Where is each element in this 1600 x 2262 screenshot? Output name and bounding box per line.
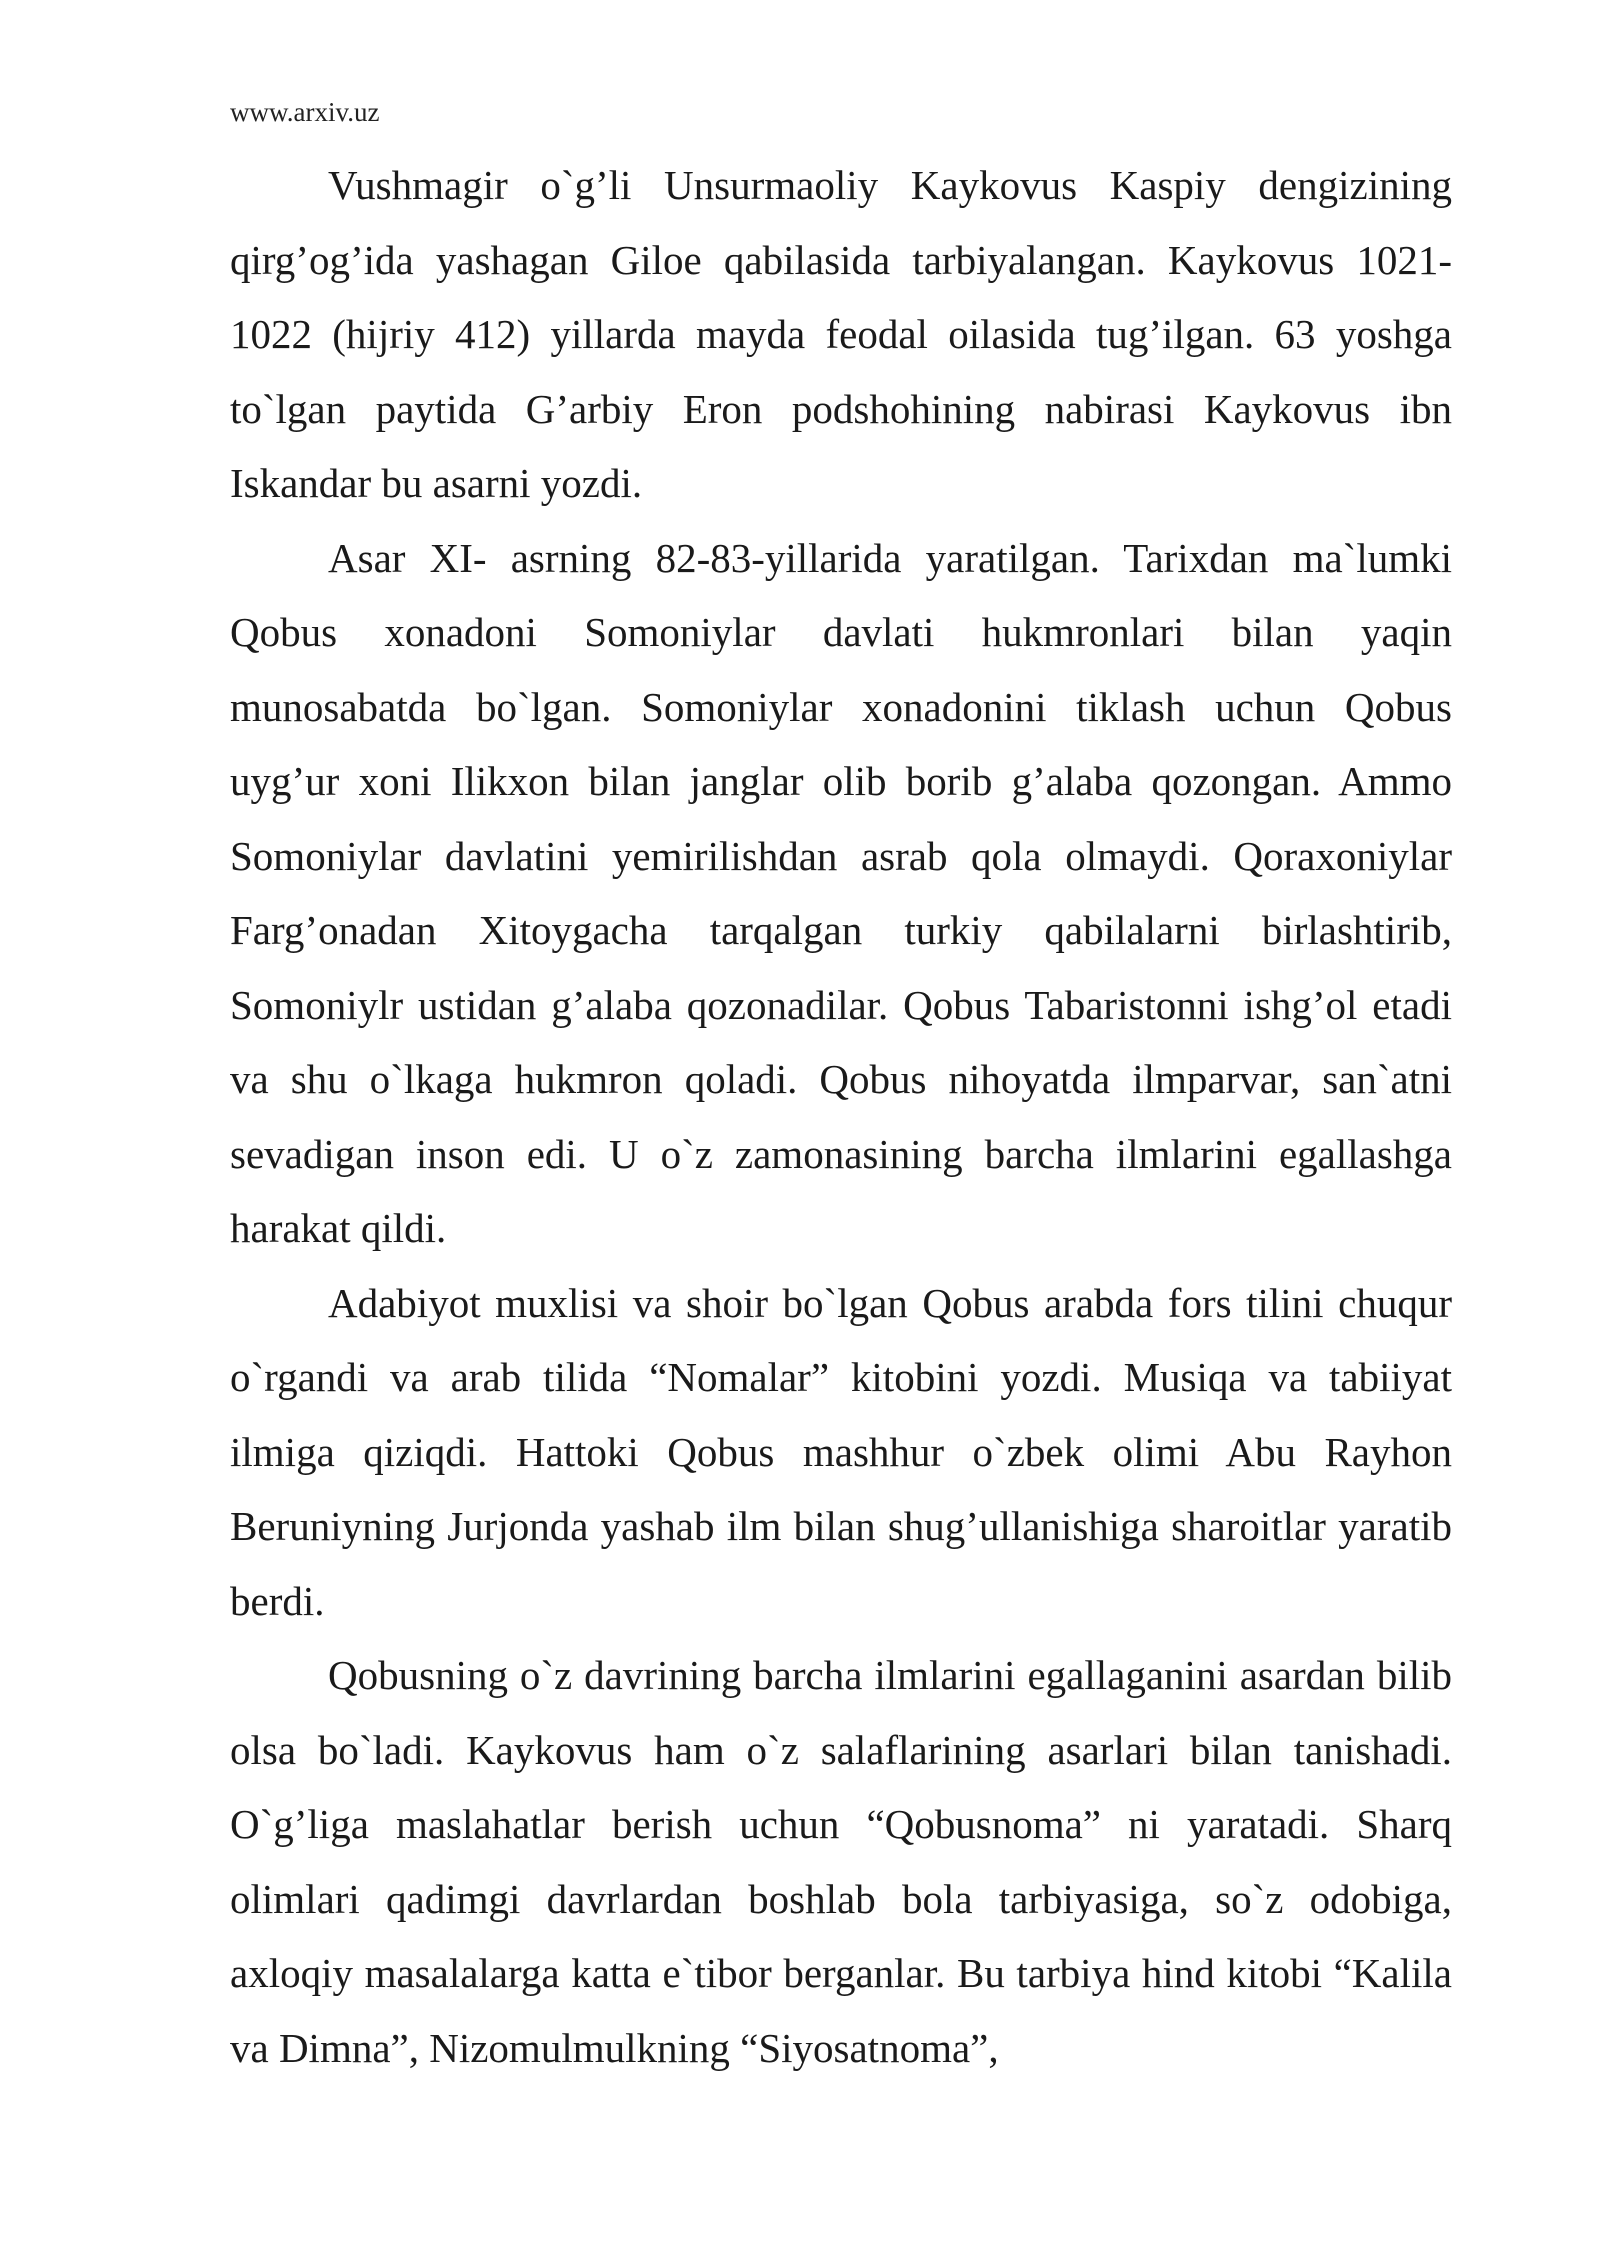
paragraph-qobus-history: Asar XI- asrning 82-83-yillarida yaratilgan. Tarixdan ma`lumki Qobus xonadoni Somoniylar davlati hukmronlari bilan yaqin munosabatda bo`lgan. Somoniylar xonadonini tiklash uchun Qobus uyg’ur xoni Ilikxon bilan janglar olib borib g’alaba qozongan. Ammo Somoniylar davlatini yemirilishdan asrab qola olmaydi. Qoraxoniylar Farg’onadan Xitoygacha tarqalgan turkiy qabilalarni birlashtirib, Somoniylr ustidan g’alaba qozonadilar. Qobus Tabaristonni ishg’ol etadi va shu o`lkaga hukmron qoladi. Qobus nihoyatda ilmparvar, san`atni sevadigan inson edi. U o`z zamonasining barcha ilmlarini egallashga harakat qildi. xyxy=(230,534,1452,1251)
paragraph-qobusnoma: Qobusning o`z davrining barcha ilmlarini egallaganini asardan bilib olsa bo`ladi. Kaykovus ham o`z salaflarining asarlari bilan tanishadi. O`g’liga maslahatlar berish uchun “Qobusnoma” ni yaratadi. Sharq olimlari qadimgi davrlardan boshlab bola tarbiyasiga, so`z odobiga, axloqiy masalalarga katta e`tibor berganlar. Bu tarbiya hind kitobi “Kalila va Dimna”, Nizomulmulkning “Siyosatnoma”, xyxy=(230,1652,1452,2071)
paragraph-qobus-literature: Adabiyot muxlisi va shoir bo`lgan Qobus arabda fors tilini chuqur o`rgandi va arab tilida “Nomalar” kitobini yozdi. Musiqa va tabiiyat ilmiga qiziqdi. Hattoki Qobus mashhur o`zbek olimi Abu Rayhon Beruniyning Jurjonda yashab ilm bilan shug’ullanishiga sharoitlar yaratib berdi. xyxy=(230,1279,1452,1624)
body-text xyxy=(230,148,1452,2085)
paragraph-kaykovus-origin: Vushmagir o`g’li Unsurmaoliy Kaykovus Kaspiy dengizining qirg’og’ida yashagan Giloe qabilasida tarbiyalangan. Kaykovus 1021-1022 (hijriy 412) yillarda mayda feodal oilasida tug’ilgan. 63 yoshga to`lgan paytida G’arbiy Eron podshohining nabirasi Kaykovus ibn Iskandar bu asarni yozdi. xyxy=(230,162,1452,506)
header-url: www.arxiv.uz xyxy=(230,97,380,127)
